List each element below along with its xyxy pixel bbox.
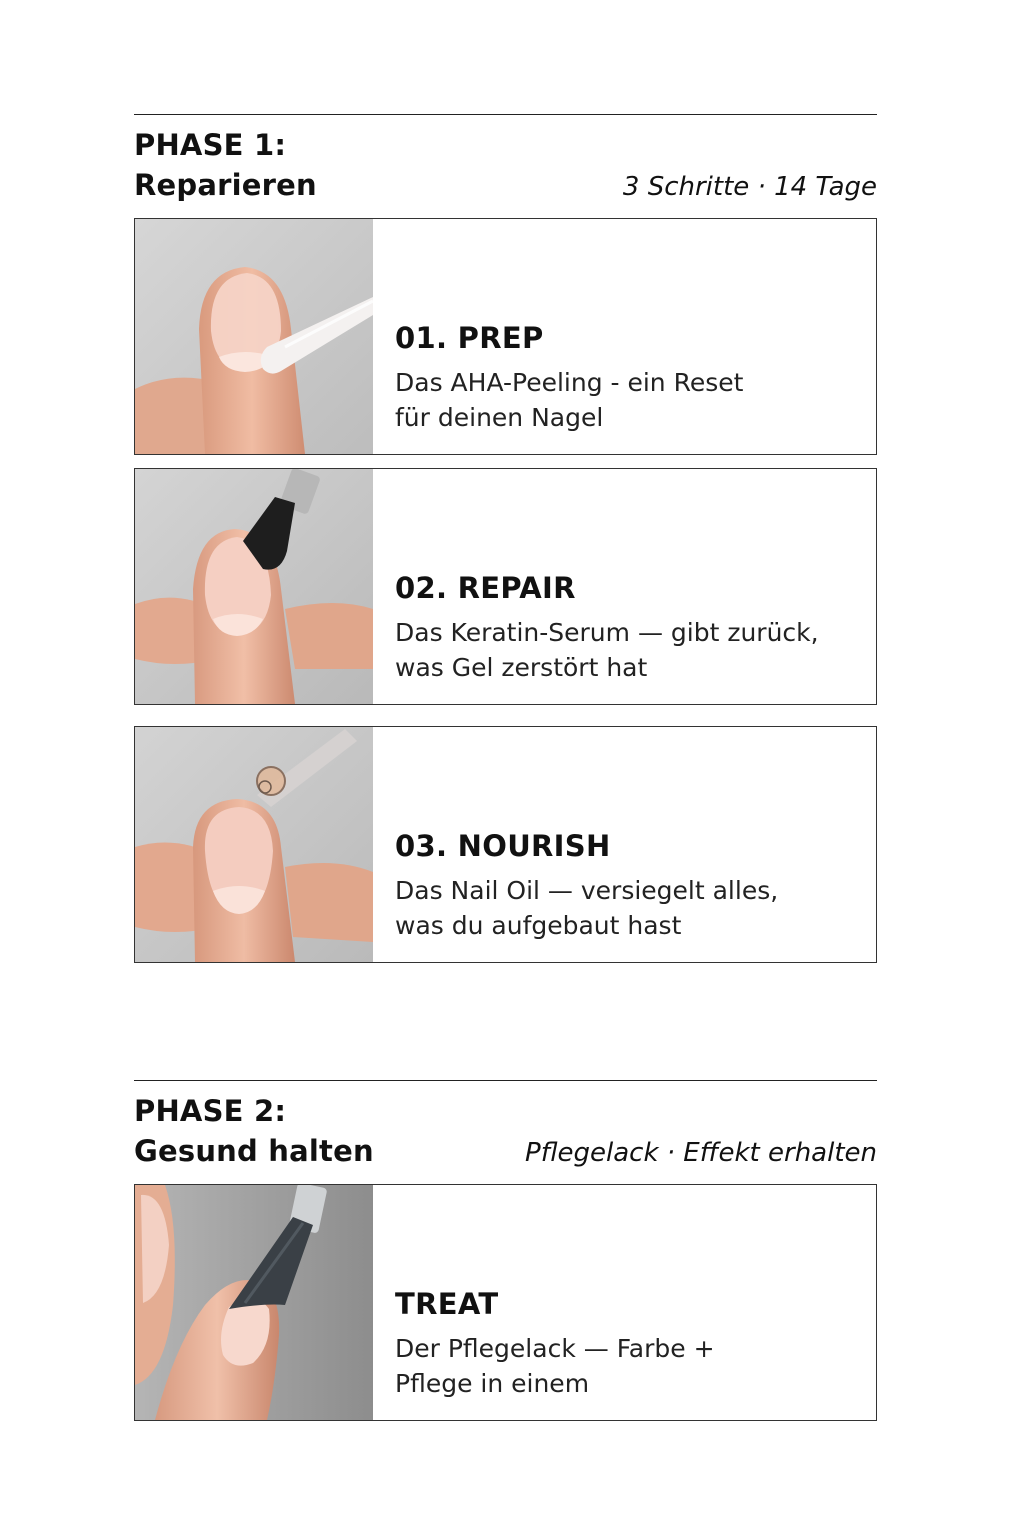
step-description-line: für deinen Nagel: [395, 403, 604, 432]
nail-with-brush-image: [135, 469, 373, 704]
phase-1-divider: [134, 114, 877, 115]
step-card-treat: [134, 1184, 877, 1421]
step-title: 02. REPAIR: [395, 571, 576, 605]
step-text-repair: [395, 469, 856, 704]
phase-2-subtitle: Gesund halten: [134, 1134, 374, 1168]
step-description: [395, 615, 819, 685]
step-description: [395, 1331, 715, 1401]
step-description-line: Das Nail Oil — versiegelt alles,: [395, 876, 779, 905]
step-description-line: Der Pflegelack — Farbe +: [395, 1334, 715, 1363]
nail-with-polish-brush-image: [135, 1185, 373, 1420]
phase-2-divider: [134, 1080, 877, 1081]
step-description-line: Pflege in einem: [395, 1369, 590, 1398]
step-title: TREAT: [395, 1287, 499, 1321]
phase-1-label: PHASE 1:: [134, 128, 287, 162]
step-description-line: was du aufgebaut hast: [395, 911, 682, 940]
step-title: 01. PREP: [395, 321, 544, 355]
step-card-nourish: [134, 726, 877, 963]
step-description: [395, 365, 743, 435]
phase-1-subtitle: Reparieren: [134, 168, 317, 202]
step-description-line: Das Keratin-Serum — gibt zurück,: [395, 618, 819, 647]
step-card-repair: [134, 468, 877, 705]
nail-with-dropper-image: [135, 727, 373, 962]
step-description: [395, 873, 778, 943]
step-description-line: was Gel zerstört hat: [395, 653, 648, 682]
step-description-line: Das AHA-Peeling - ein Reset: [395, 368, 744, 397]
phase-2-meta: Pflegelack · Effekt erhalten: [525, 1138, 877, 1168]
phase-2-label: PHASE 2:: [134, 1094, 287, 1128]
step-text-treat: [395, 1185, 856, 1420]
step-card-prep: [134, 218, 877, 455]
step-title: 03. NOURISH: [395, 829, 611, 863]
nail-with-applicator-image: [135, 219, 373, 454]
phase-1-meta: 3 Schritte · 14 Tage: [622, 172, 877, 202]
step-text-nourish: [395, 727, 856, 962]
step-text-prep: [395, 219, 856, 454]
